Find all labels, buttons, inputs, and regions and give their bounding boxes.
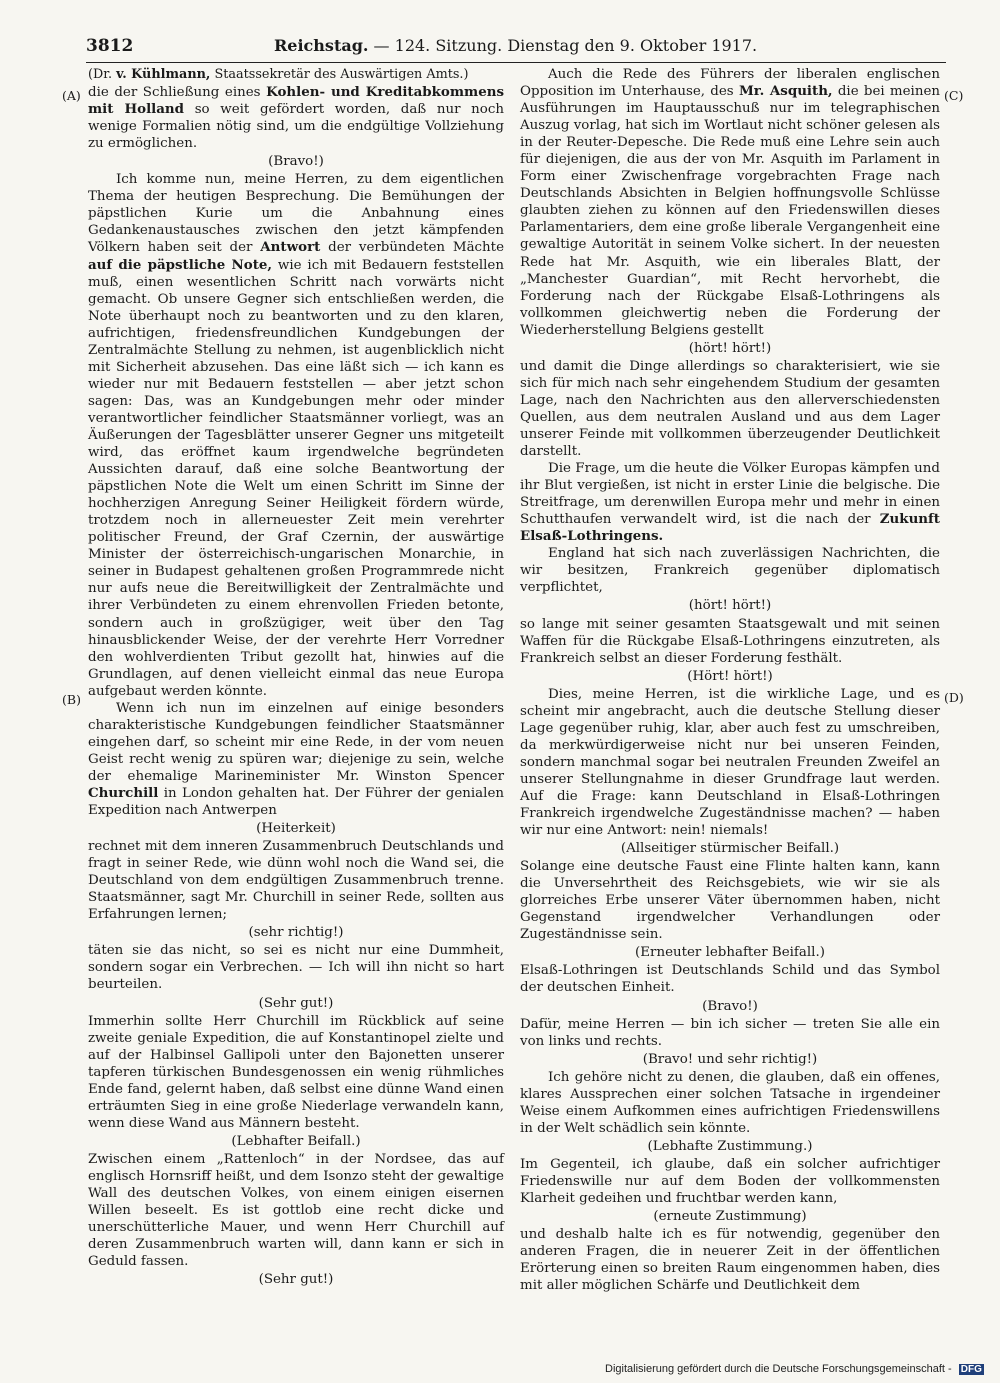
reaction: (Hört! hört!)	[687, 668, 773, 684]
emphasis: Zukunft Elsaß-Lothringens.	[520, 511, 940, 545]
left-column	[88, 66, 504, 1289]
emphasis: Kohlen- und Kreditabkommens mit Holland	[88, 84, 504, 118]
emphasis: Churchill	[88, 784, 159, 801]
text-run: wie ich mit Bedauern feststellen muß, einen wesentlichen Schritt nach vorwärts nicht gemacht. Ob unsere Gegner sich entschließen werden, die Note überhaupt noch zu beantworten und zu den klaren, aufrichtigen, friedensfreundlichen Kundgebungen der Zentralmächte Stellung zu nehmen, ist augenblicklich nicht mit Sicherheit abzusehen. Das eine läßt sich — ich kann es wieder nur mit Bedauern feststellen — aber jetzt schon sagen: Das, was an Kundgebungen mehr oder minder verantwortlicher feindlicher Staatsmänner vorliegt, was an Äußerungen der Tagesblätter unserer Gegner uns mitgeteilt wird, das eröffnet kaum irgendwelche begründeten Aussichten darauf, daß eine solche Beantwortung der päpstlichen Note die Welt um einen Schritt im Sinne der hochherzigen Anregung Seiner Heiligkeit fördern würde, trotzdem noch in allerneuester Zeit mein verehrter politischer Freund, der Graf Czernin, der auswärtige Minister der österreichisch-ungarischen Monarchie, in seiner in Budapest gehaltenen großen Programmrede nicht nur aufs neue die Bereitwilligkeit der Zentralmächte und ihrer Verbündeten zu einem ehrenvollen Frieden betonte, sondern auch in großzügiger, weit über den Tag hinausblickender Weise, der der verehrte Herr Vorredner den wohlverdienten Tribut gezollt hat, hinwies auf die Grundlagen, auf denen vielleicht einmal das neue Europa aufgebaut werden könnte.	[88, 257, 504, 699]
paragraph: England hat sich nach zuverlässigen Nachrichten, die wir besitzen, Frankreich gegenüber diplomatisch verpflichtet,	[520, 546, 940, 596]
paragraph: Solange eine deutsche Faust eine Flinte halten kann, kann die Unversehrtheit des Reichsgebiets, wie wir sie als glorreiches Erbe unserer Väter übernommen haben, nicht Gegenstand irgendwelcher Verhandlungen oder Zugeständnisse sein.	[520, 859, 940, 943]
paragraph: täten sie das nicht, so sei es nicht nur eine Dummheit, sondern sogar ein Verbrechen. — Ich will ihn nicht so hart beurteilen.	[88, 943, 504, 993]
text-run: in London gehalten hat. Der Führer der genialen Expedition nach Antwerpen	[88, 785, 504, 819]
paragraph	[520, 460, 940, 545]
session-number: — 124. Sitzung.	[373, 36, 503, 55]
reaction: (Lebhafte Zustimmung.)	[647, 1138, 813, 1154]
running-head	[274, 36, 757, 55]
paragraph: Dafür, meine Herren — bin ich sicher — treten Sie alle ein von links und rechts.	[520, 1016, 940, 1049]
paragraph: und deshalb halte ich es für notwendig, gegenüber den anderen Fragen, die in neuerer Zeit in der öffentlichen Erörterung einen so breiten Raum eingenommen haben, dies mit aller möglichen Schärfe und Deutlichkeit dem	[520, 1227, 940, 1294]
reaction: (erneute Zustimmung)	[653, 1209, 807, 1225]
funding-footer	[605, 1363, 984, 1375]
text-run: die bei meinen Ausführungen im Hauptausschuß nur im telegraphischen Auszug vorlag, hat sich im Wortlaut nicht schöner gelesen als in der Reuter-Depesche. Die Rede muß eine Lehre sein auch für diejenigen, die aus der von Mr. Asquith im Parlament in Form einer Zwischenfrage vorgebrachten Frage nach Deutschlands Absichten in Belgien hoffnungsvolle Schlüsse glaubten ziehen zu können auf den Friedenswillen dieses Parlamentariers, dem eine große liberale Vergangenheit eine gewaltige Autorität in seinem Volke sichert. In der neuesten Rede hat Mr. Asquith, wie ein liberales Blatt, der „Manchester Guardian“, mit Recht hervorhebt, die Forderung nach der Rückgabe Elsaß-Lothringens als vollkommen gleichwertig neben die Forderung der Wiederherstellung Belgiens gestellt	[520, 84, 940, 338]
reaction: (Bravo!)	[268, 154, 324, 170]
paragraph	[88, 171, 504, 699]
speaker-name: v. Kühlmann,	[116, 67, 211, 82]
reaction: (hört! hört!)	[688, 598, 772, 614]
parliament-name: Reichstag.	[274, 36, 369, 55]
reaction: (Bravo! und sehr richtig!)	[642, 1051, 818, 1067]
reaction: (Bravo!)	[702, 998, 758, 1014]
margin-mark-b: (B)	[62, 692, 81, 707]
text-run: Die Frage, um die heute die Völker Europas kämpfen und ihr Blut vergießen, ist nicht in erster Linie die belgische. Die Streitfrage, um derenwillen Europa mehr und mehr in einen Schutthaufen verwandelt wird, ist die nach der	[520, 461, 940, 528]
emphasis: Mr. Asquith,	[738, 83, 833, 100]
text-run: Ich komme nun, meine Herren, zu dem eigentlichen Thema der heutigen Besprechung. Die Bemühungen der päpstlichen Kurie um die Anbahnung eines Gedankenaustausches zwischen den jetzt kämpfenden Völkern haben seit der	[88, 172, 504, 256]
paragraph: Immerhin sollte Herr Churchill im Rückblick auf seine zweite geniale Expedition, die auf Konstantinopel zielte und auf der Halbinsel Gallipoli unter den Bajonetten unserer tapferen türkischen Bundesgenossen ein wenig rühmliches Ende fand, gelernt haben, daß selbst eine dünne Wand einen erträumten Sieg in eine große Niederlage verwandeln kann, wenn diese Wand aus Männern besteht.	[88, 1013, 504, 1131]
paragraph	[520, 66, 940, 339]
reaction: (Lebhafter Beifall.)	[231, 1133, 361, 1149]
text-run: die der Schließung eines	[88, 85, 261, 101]
paragraph: Zwischen einem „Rattenloch“ in der Nordsee, das auf englisch Hornsriff heißt, und dem Isonzo steht der gewaltige Wall des deutschen Volkes, von einem einigen eisernen Willen beseelt. Es ist gottlob eine recht dicke und unerschütterliche Mauer, und wenn Herr Churchill auf deren Zusammenbruch warten will, dann kann er sich in Geduld fassen.	[88, 1151, 504, 1270]
margin-mark-c: (C)	[944, 88, 964, 103]
paragraph	[88, 84, 504, 152]
funding-note: Digitalisierung gefördert durch die Deutsche Forschungsgemeinschaft -	[605, 1363, 952, 1375]
speaker-role: Staatssekretär des Auswärtigen Amts.)	[214, 67, 469, 82]
right-column	[520, 66, 940, 1294]
paragraph: so lange mit seiner gesamten Staatsgewalt und mit seinen Waffen für die Rückgabe Elsaß-Lothringens einzutreten, als Frankreich selbst an dieser Forderung festhält.	[520, 616, 940, 666]
paragraph: und damit die Dinge allerdings so charakterisiert, wie sie sich für mich nach sehr eingehendem Studium der gesamten Lage, nach den Nachrichten aus den allerverschiedensten Quellen, aus dem neutralen Ausland und aus dem Lager unserer Feinde mit vollkommen überzeugender Deutlichkeit darstellt.	[520, 358, 940, 460]
margin-mark-d: (D)	[944, 690, 964, 705]
text-run: so weit gefördert worden, daß nur noch wenige Formalien nötig sind, um die endgültige Vollziehung zu ermöglichen.	[88, 102, 504, 152]
dfg-logo: DFG	[960, 1364, 982, 1375]
reaction: (Erneuter lebhafter Beifall.)	[635, 945, 825, 961]
emphasis: auf die päpstliche Note,	[88, 256, 273, 273]
speaker-line	[88, 66, 504, 83]
reaction: (Sehr gut!)	[258, 1272, 334, 1288]
reaction: (Sehr gut!)	[258, 995, 334, 1011]
paragraph: Dies, meine Herren, ist die wirkliche Lage, und es scheint mir angebracht, auch die deutsche Stellung dieser Lage gegenüber ruhig, klar, aber auch fest zu umschreiben, da merkwürdigerweise nicht nur bei unseren Feinden, sondern manchmal sogar bei neutralen Freunden Zweifel an unserer Stellungnahme in dieser Grundfrage laut werden. Auf die Frage: kann Deutschland in Elsaß-Lothringen Frankreich irgendwelche Zugeständnisse machen? — haben wir nur eine Antwort: nein! niemals!	[520, 686, 940, 839]
paragraph: Elsaß-Lothringen ist Deutschlands Schild und das Symbol der deutschen Einheit.	[520, 963, 940, 996]
margin-mark-a: (A)	[62, 88, 81, 103]
page-number: 3812	[86, 36, 134, 56]
text-run: Auch die Rede des Führers der liberalen englischen Opposition im Unterhause, des	[520, 67, 940, 100]
reaction: (hört! hört!)	[688, 340, 772, 356]
text-run: der verbündeten Mächte	[328, 240, 504, 256]
reaction: (Heiterkeit)	[256, 821, 336, 837]
text-run: Wenn ich nun im einzelnen auf einige besonders charakteristische Kundgebungen feindlicher Staatsmänner eingehen darf, so scheint mir eine Rede, in der vom neuen Geist recht wenig zu spüren war; diejenige zu sein, welche der ehemalige Marineminister Mr. Winston Spencer	[88, 700, 504, 784]
emphasis: Antwort	[260, 239, 321, 256]
reaction: (Allseitiger stürmischer Beifall.)	[620, 841, 840, 857]
paragraph	[88, 700, 504, 819]
page-header	[86, 36, 946, 63]
paragraph: Ich gehöre nicht zu denen, die glauben, daß ein offenes, klares Aussprechen einer solchen Tatsache in irgendeiner Weise einem Aufkommen eines aufrichtigen Friedenswillens in der Welt schädlich sein könnte.	[520, 1069, 940, 1136]
paragraph: Im Gegenteil, ich glaube, daß ein solcher aufrichtiger Friedenswille nur auf dem Boden der vollkommensten Klarheit gedeihen und fruchtbar werden kann,	[520, 1156, 940, 1207]
reaction: (sehr richtig!)	[248, 925, 344, 941]
paragraph: rechnet mit dem inneren Zusammenbruch Deutschlands und fragt in seiner Rede, wie dünn wohl noch die Wand sei, die Deutschland von dem endgültigen Zusammenbruch trenne. Staatsmänner, sagt Mr. Churchill in seiner Rede, sollten aus Erfahrungen lernen;	[88, 839, 504, 923]
speaker-prefix: (Dr.	[88, 67, 113, 82]
session-date: Dienstag den 9. Oktober 1917.	[507, 36, 758, 55]
